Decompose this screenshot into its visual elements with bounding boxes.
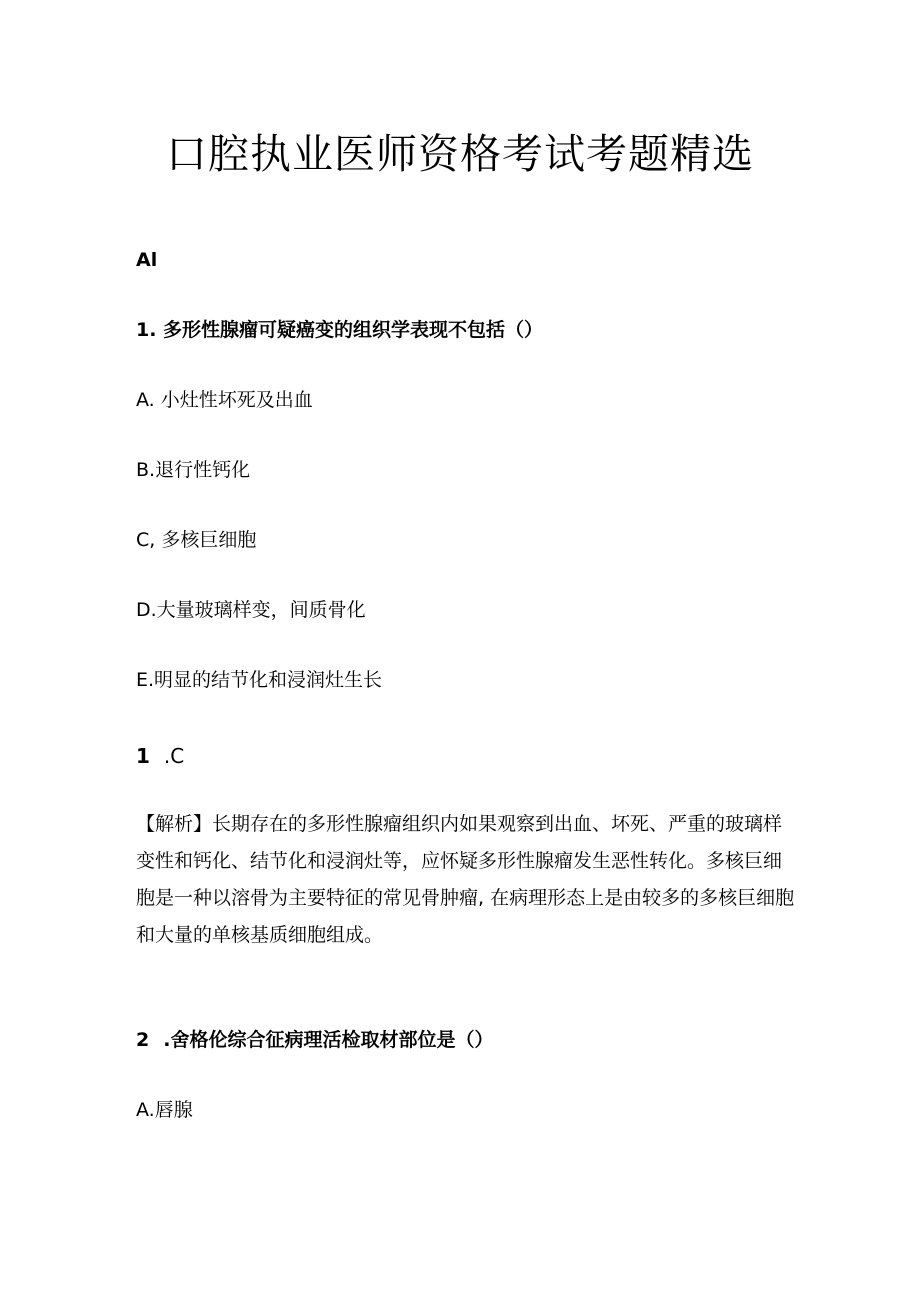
- question-1-option-b: B.退行性钙化: [136, 459, 251, 481]
- page-title: 口腔执业医师资格考试考题精选: [166, 130, 754, 178]
- answer-number: 1: [136, 744, 150, 768]
- question-1-stem: 1. 多形性腺瘤可疑癌变的组织学表现不包括（）: [136, 319, 544, 341]
- question-2-number: 2: [136, 1029, 150, 1051]
- question-1-answer: [136, 744, 184, 768]
- section-label: Al: [136, 249, 158, 271]
- question-1-explanation: 【解析】长期存在的多形性腺瘤组织内如果观察到出血、坏死、严重的玻璃样变性和钙化、结节化和浸润灶等，应怀疑多形性腺瘤发生恶性转化。多核巨细胞是一种以溶骨为主要特征的常见骨肿瘤, 在病理形态上是由较多的多核巨细胞和大量的单核基质细胞组成。: [136, 813, 795, 946]
- question-1-option-a: A. 小灶性坏死及出血: [136, 389, 313, 411]
- question-2-text: .舍格伦综合征病理活检取材部位是（）: [163, 1029, 494, 1051]
- question-1-option-c: C, 多核巨细胞: [136, 529, 257, 551]
- question-1-option-d: D.大量玻璃样变，间质骨化: [136, 599, 366, 621]
- question-2-stem: [136, 1028, 493, 1052]
- question-1-option-e: E.明显的结节化和浸润灶生长: [136, 669, 383, 691]
- answer-letter: .C: [163, 744, 185, 768]
- question-2-option-a: A.唇腺: [136, 1099, 193, 1121]
